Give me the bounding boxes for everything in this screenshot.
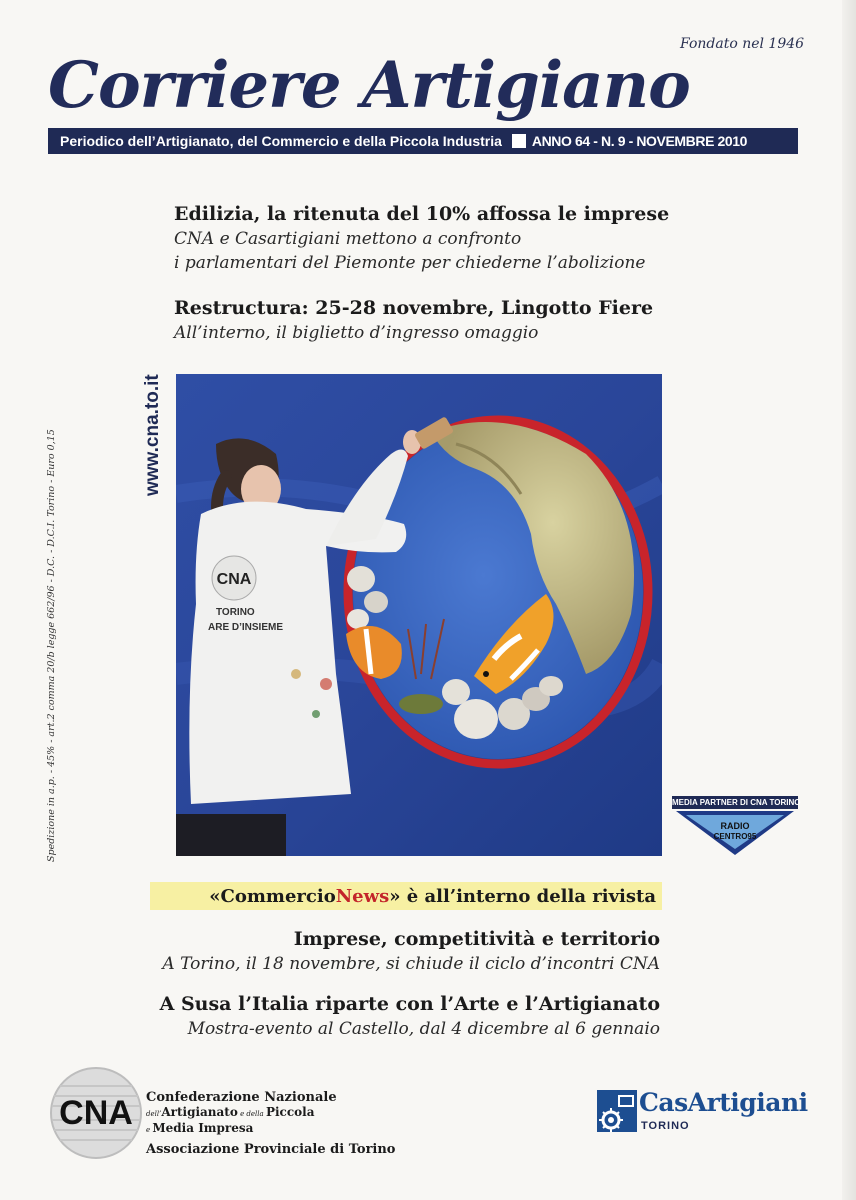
- cna-line-3: e Media Impresa: [146, 1121, 254, 1135]
- headline-title: Imprese, competitività e territorio: [293, 928, 660, 950]
- cna-line-1: Confederazione Nazionale: [146, 1090, 337, 1105]
- media-partner-label: MEDIA PARTNER DI CNA TORINO: [672, 798, 801, 807]
- coat-text-2: ARE D’INSIEME: [208, 622, 284, 633]
- cover-photo: [176, 374, 662, 856]
- casartigiani-logo: [597, 1088, 808, 1138]
- coat-text-1: TORINO: [216, 607, 255, 618]
- founded-note: Fondato nel 1946: [680, 36, 805, 52]
- commercio-news-banner: [150, 882, 662, 910]
- headline-subtitle: All’interno, il biglietto d’ingresso omaggio: [174, 323, 539, 343]
- issue-info: ANNO 64 - N. 9 - NOVEMBRE 2010: [531, 133, 748, 149]
- casartigiani-name: CasArtigiani: [639, 1088, 808, 1117]
- cover-photo-illustration: [176, 374, 662, 856]
- square-icon: [512, 134, 526, 148]
- cna-line-4: Associazione Provinciale di Torino: [146, 1142, 396, 1157]
- website-url: www.cna.to.it: [142, 374, 163, 496]
- masthead-banner: [48, 128, 798, 154]
- radio-text: RADIO: [720, 821, 750, 831]
- cna-logo-text: CNA: [59, 1094, 133, 1132]
- commercio-text-before: «Commercio: [209, 885, 336, 907]
- coat-logo: CNA: [216, 571, 252, 588]
- headline-title: A Susa l’Italia riparte con l’Arte e l’Artigianato: [159, 993, 660, 1015]
- masthead: [48, 46, 808, 126]
- headline-title: Edilizia, la ritenuta del 10% affossa le imprese: [174, 203, 670, 225]
- media-partner: [672, 796, 801, 857]
- gear-icon: [597, 1090, 637, 1132]
- casartigiani-city: TORINO: [641, 1120, 690, 1132]
- headline-restructura: [174, 295, 694, 345]
- headline-title: Restructura: 25-28 novembre, Lingotto Fiere: [174, 297, 654, 319]
- commercio-highlight: News: [335, 885, 390, 907]
- postal-note: Spedizione in a.p. - 45% - art.2 comma 20/b legge 662/96 - D.C. - D.C.I. Torino - Euro 0,15: [46, 429, 57, 862]
- cna-association: [146, 1090, 395, 1158]
- headline-subtitle: A Torino, il 18 novembre, si chiude il ciclo d’incontri CNA: [162, 954, 660, 974]
- headline-edilizia: [174, 201, 694, 275]
- headline-subtitle: i parlamentari del Piemonte per chiederne l’abolizione: [174, 253, 646, 273]
- centro-text: CENTRO95: [713, 832, 757, 841]
- headline-subtitle: Mostra-evento al Castello, dal 4 dicembre al 6 gennaio: [187, 1019, 660, 1039]
- masthead-subtitle: Periodico dell’Artigianato, del Commercio e della Piccola Industria: [60, 133, 502, 149]
- headline-subtitle: CNA e Casartigiani mettono a confronto: [174, 229, 522, 249]
- headline-imprese: [140, 926, 660, 976]
- commercio-text-after: » è all’interno della rivista: [389, 885, 656, 907]
- headline-susa: [140, 991, 660, 1041]
- cna-logo: [48, 1066, 144, 1160]
- masthead-title: Corriere Artigiano: [48, 48, 690, 123]
- radio-centro-logo: [672, 809, 798, 857]
- page-edge: [842, 0, 856, 1200]
- cna-line-2: dell’Artigianato e della Piccola: [146, 1105, 315, 1119]
